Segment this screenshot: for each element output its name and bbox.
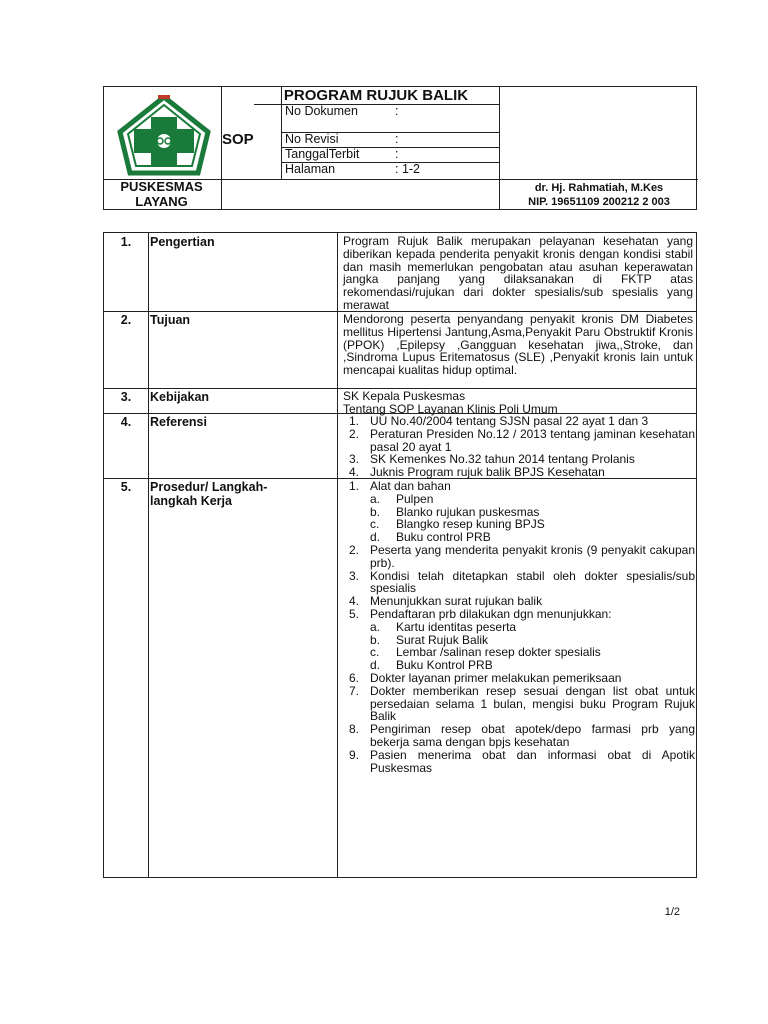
list-item-number: 8. bbox=[349, 722, 360, 737]
sub-item-letter: b. bbox=[370, 632, 381, 647]
list-item-text: Peserta yang menderita penyakit kronis (9 penyakit cakupan prb). bbox=[370, 542, 695, 570]
list-item-text: Kondisi telah ditetapkan stabil oleh dokter spesialis/sub spesialis bbox=[370, 568, 695, 596]
list-item bbox=[343, 480, 695, 544]
sub-item-letter: a. bbox=[370, 491, 381, 506]
list-item-text: Menunjukkan surat rujukan balik bbox=[370, 594, 543, 609]
list-item-text: UU No.40/2004 tentang SJSN pasal 22 ayat 1 dan 3 bbox=[370, 414, 649, 428]
list-item-number: 2. bbox=[349, 426, 360, 441]
section-number: 2. bbox=[120, 313, 132, 327]
meta-value: : bbox=[395, 132, 399, 146]
section-title-pengertian: Pengertian bbox=[150, 235, 215, 249]
prosedur-list bbox=[343, 480, 695, 774]
list-item-text: Juknis Program rujuk balik BPJS Kesehatan bbox=[370, 465, 605, 480]
list-item-number: 4. bbox=[349, 594, 360, 609]
sub-item-text: Blanko rujukan puskesmas bbox=[396, 504, 540, 519]
list-item-text: Dokter layanan primer melakukan pemeriksaan bbox=[370, 670, 622, 685]
list-item bbox=[343, 672, 695, 685]
list-item-number: 2. bbox=[349, 542, 360, 557]
sub-item-text: Buku Kontrol PRB bbox=[396, 658, 493, 673]
sub-list bbox=[370, 493, 695, 544]
column-divider bbox=[337, 233, 338, 877]
puskesmas-name bbox=[104, 179, 219, 209]
section-number: 5. bbox=[120, 480, 132, 494]
list-item-number: 1. bbox=[349, 414, 360, 428]
meta-no-dokumen bbox=[285, 104, 498, 119]
section-title-tujuan: Tujuan bbox=[150, 313, 191, 327]
section-number: 1. bbox=[120, 235, 132, 249]
sub-item-letter: b. bbox=[370, 504, 381, 519]
header-divider bbox=[221, 87, 222, 209]
list-item-number: 5. bbox=[349, 606, 360, 621]
kebijakan-text bbox=[343, 390, 693, 416]
puskesmas-logo bbox=[116, 95, 212, 177]
meta-value: : 1-2 bbox=[395, 162, 421, 176]
list-item-number: 4. bbox=[349, 465, 360, 480]
list-item-text: Pendaftaran prb dilakukan dgn menunjukkan: bbox=[370, 606, 612, 621]
sub-item-letter: d. bbox=[370, 658, 381, 673]
signer-nip: NIP. 19651109 200212 2 003 bbox=[528, 196, 670, 208]
list-item bbox=[343, 428, 695, 454]
sub-item-letter: a. bbox=[370, 619, 381, 634]
list-item-text: Dokter memberikan resep sesuai dengan list obat untuk persedaian selama 1 bulan, mengisi buku Program Rujuk Balik bbox=[370, 683, 695, 724]
sub-list bbox=[370, 621, 695, 672]
meta-value: : bbox=[395, 147, 399, 161]
list-item-number: 3. bbox=[349, 568, 360, 583]
sub-item-text: Surat Rujuk Balik bbox=[396, 632, 489, 647]
sub-item-text: Pulpen bbox=[396, 491, 434, 506]
list-item-text: SK Kemenkes No.32 tahun 2014 tentang Prolanis bbox=[370, 452, 635, 467]
list-item bbox=[343, 415, 695, 428]
puskesmas-line: LAYANG bbox=[135, 194, 188, 209]
list-item-text: Peraturan Presiden No.12 / 2013 tentang jaminan kesehatan pasal 20 ayat 1 bbox=[370, 426, 695, 454]
list-item-number: 3. bbox=[349, 452, 360, 467]
list-item bbox=[343, 570, 695, 596]
signer-block bbox=[500, 181, 698, 209]
meta-label: Halaman bbox=[285, 162, 336, 176]
list-item-number: 9. bbox=[349, 747, 360, 762]
sop-label: SOP bbox=[222, 131, 254, 148]
sop-title: PROGRAM RUJUK BALIK bbox=[283, 87, 469, 104]
meta-label: No Revisi bbox=[285, 132, 339, 146]
column-divider bbox=[148, 233, 149, 877]
meta-tanggal-terbit bbox=[285, 147, 498, 162]
list-item-text: Pasien menerima obat dan informasi obat di Apotik Puskesmas bbox=[370, 747, 695, 775]
list-item bbox=[343, 608, 695, 672]
list-item bbox=[343, 749, 695, 775]
meta-halaman bbox=[285, 162, 498, 177]
list-item-number: 6. bbox=[349, 670, 360, 685]
section-number: 4. bbox=[120, 415, 132, 429]
meta-no-revisi bbox=[285, 132, 498, 147]
list-item-number: 1. bbox=[349, 479, 360, 493]
puskesmas-line: PUSKESMAS bbox=[120, 179, 203, 194]
sub-item-letter: c. bbox=[370, 517, 380, 532]
sop-header-table bbox=[103, 86, 697, 210]
sub-item-text: Lembar /salinan resep dokter spesialis bbox=[396, 645, 601, 660]
list-item bbox=[343, 685, 695, 723]
sub-item-letter: d. bbox=[370, 530, 381, 545]
referensi-list bbox=[343, 415, 695, 479]
list-item-number: 7. bbox=[349, 683, 360, 698]
meta-label: TanggalTerbit bbox=[285, 147, 360, 161]
section-title-kebijakan: Kebijakan bbox=[150, 390, 210, 404]
meta-label: No Dokumen bbox=[285, 104, 358, 118]
section-title-prosedur: Prosedur/ Langkah-langkah Kerja bbox=[150, 480, 268, 508]
list-item-text: Alat dan bahan bbox=[370, 479, 451, 493]
list-item bbox=[343, 544, 695, 570]
sop-content-table bbox=[103, 232, 697, 878]
tujuan-text: Mendorong peserta penyandang penyakit kronis DM Diabetes mellitus Hipertensi Jantung,Asma,Penyakit Paru Obstruktif Kronis (PPOK) ,Epilepsy ,Gangguan kesehatan jiwa,,Stroke, dan ,Sindroma Lupus Eritematosus (SLE) ,Penyakit kronis lain untuk mencapai kualitas hidup optimal. bbox=[343, 312, 693, 378]
sub-item-text: Blangko resep kuning BPJS bbox=[396, 517, 545, 532]
sub-item-text: Buku control PRB bbox=[396, 530, 491, 545]
meta-value: : bbox=[395, 104, 399, 118]
kebijakan-line: SK Kepala Puskesmas bbox=[343, 389, 466, 403]
sub-item-letter: c. bbox=[370, 645, 380, 660]
signer-name: dr. Hj. Rahmatiah, M.Kes bbox=[534, 182, 664, 194]
page-number: 1/2 bbox=[664, 906, 680, 918]
list-item-text: Pengiriman resep obat apotek/depo farmasi prb yang bekerja sama dengan bpjs kesehatan bbox=[370, 722, 695, 749]
kebijakan-line: Tentang SOP Layanan Klinis Poli Umum bbox=[343, 401, 558, 416]
pengertian-text: Program Rujuk Balik merupakan pelayanan kesehatan yang diberikan kepada penderita penyakit kronis dengan kondisi stabil dan masih memerlukan pengobatan atau asuhan keperawatan jangka panjang yang dilaksanakan di FKTP atas rekomendasi/rujukan dari dokter spesialis/sub spesialis yang merawat bbox=[343, 234, 693, 312]
section-title-referensi: Referensi bbox=[150, 415, 207, 429]
section-number: 3. bbox=[120, 390, 132, 404]
list-item bbox=[343, 723, 695, 749]
sub-item-text: Kartu identitas peserta bbox=[396, 619, 517, 634]
list-item bbox=[343, 466, 695, 479]
